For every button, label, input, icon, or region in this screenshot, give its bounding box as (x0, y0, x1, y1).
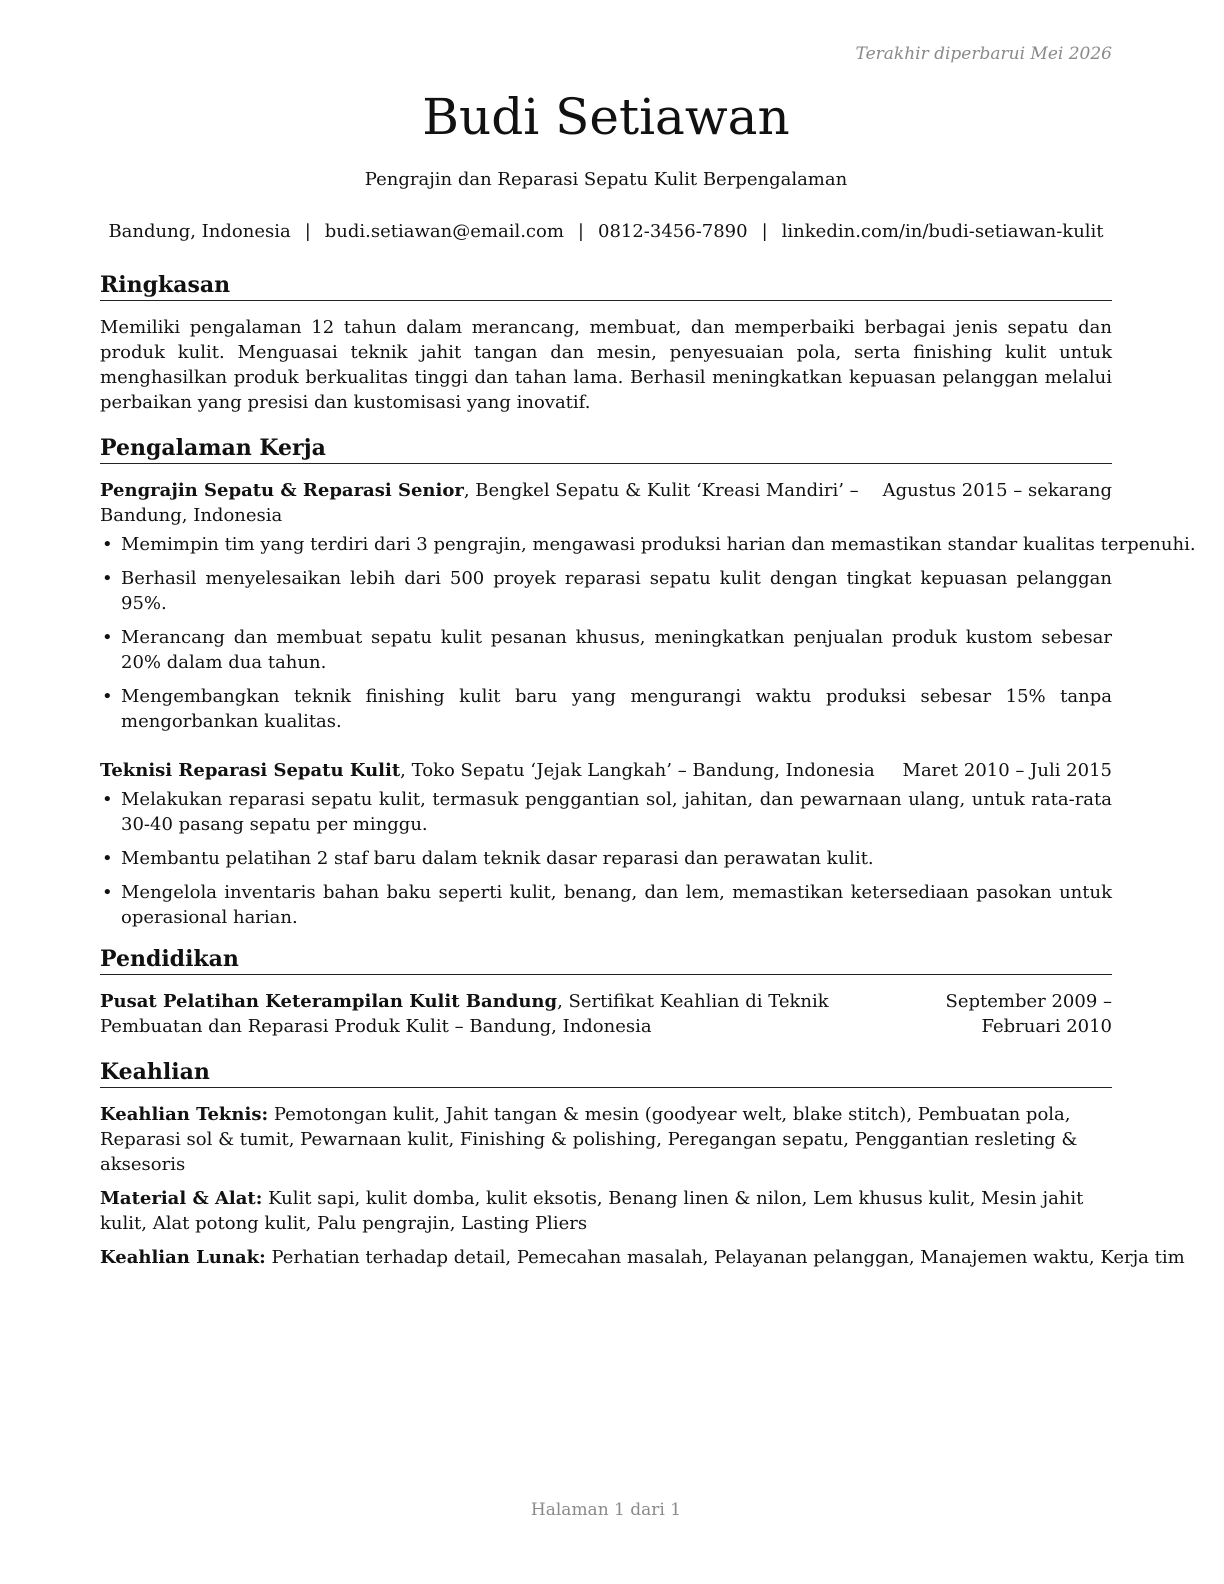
resume-content (100, 270, 1196, 1279)
bullet-text: Membantu pelatihan 2 staf baru dalam teknik dasar reparasi dan perawatan kulit. (121, 848, 874, 869)
bullet-icon: • (102, 627, 113, 648)
list-item (100, 684, 1112, 734)
contact-linkedin[interactable]: linkedin.com/in/budi-setiawan-kulit (781, 221, 1104, 242)
list-item (100, 566, 1112, 616)
job-title-line (100, 478, 883, 528)
job-bullets (100, 787, 1112, 930)
job-bullets (100, 532, 1196, 734)
list-item (100, 880, 1112, 930)
job-org: , Bengkel Sepatu & Kulit ‘Kreasi Mandiri’ – Bandung, Indonesia (100, 480, 859, 526)
job-title-line (100, 758, 903, 783)
job-dates: Maret 2010 – Juli 2015 (902, 760, 1112, 781)
education-dates: September 2009 – Februari 2010 (945, 991, 1112, 1037)
bullet-text: Melakukan reparasi sepatu kulit, termasuk penggantian sol, jahitan, dan pewarnaan ulang, untuk rata-rata 30-40 pasang sepatu per minggu. (121, 789, 1112, 835)
job-dates: Agustus 2015 – sekarang (882, 480, 1112, 501)
education-line (100, 989, 922, 1039)
list-item (100, 532, 1196, 557)
education-detail: , Sertifikat Keahlian di Teknik Pembuatan dan Reparasi Produk Kulit – Bandung, Indonesia (100, 991, 829, 1037)
bullet-icon: • (102, 848, 113, 869)
resume-page (100, 0, 1196, 1584)
contact-line (100, 219, 1112, 245)
skill-text: Kulit sapi, kulit domba, kulit eksotis, Benang linen & nilon, Lem khusus kulit, Mesin jahit kulit, Alat potong kulit, Palu pengrajin, Lasting Pliers (100, 1188, 1084, 1234)
contact-separator: | (304, 221, 311, 242)
bullet-text: Mengelola inventaris bahan baku seperti kulit, benang, dan lem, memastikan ketersediaan pasokan untuk operasional harian. (121, 882, 1112, 928)
skill-group (100, 1245, 1185, 1270)
section-title-skills: Keahlian (100, 1057, 1112, 1088)
bullet-text: Mengembangkan teknik finishing kulit baru yang mengurangi waktu produksi sebesar 15% tanpa mengorbankan kualitas. (121, 686, 1112, 732)
bullet-icon: • (102, 568, 113, 589)
bullet-text: Memimpin tim yang terdiri dari 3 pengrajin, mengawasi produksi harian dan memastikan standar kualitas terpenuhi. (121, 534, 1196, 555)
education-section (100, 944, 1112, 1039)
skill-group (100, 1186, 1112, 1236)
skill-label: Keahlian Teknis: (100, 1104, 269, 1125)
bullet-text: Merancang dan membuat sepatu kulit pesanan khusus, meningkatkan penjualan produk kustom sebesar 20% dalam dua tahun. (121, 627, 1112, 673)
experience-section (100, 433, 1196, 930)
job-role: Teknisi Reparasi Sepatu Kulit (100, 760, 401, 781)
skills-section (100, 1057, 1185, 1270)
skill-text: Perhatian terhadap detail, Pemecahan masalah, Pelayanan pelanggan, Manajemen waktu, Kerja tim (265, 1247, 1185, 1268)
section-title-education: Pendidikan (100, 944, 1112, 975)
candidate-name: Budi Setiawan (422, 88, 790, 146)
job-header (100, 758, 1112, 783)
skill-label: Keahlian Lunak: (100, 1247, 266, 1268)
job-header (100, 478, 1112, 528)
contact-separator: | (577, 221, 584, 242)
summary-section (100, 270, 1112, 415)
skill-label: Material & Alat: (100, 1188, 263, 1209)
job-entry (100, 478, 1196, 734)
list-item (100, 625, 1112, 675)
skill-group (100, 1102, 1112, 1177)
section-title-experience: Pengalaman Kerja (100, 433, 1112, 464)
job-entry (100, 748, 1112, 930)
summary-text: Memiliki pengalaman 12 tahun dalam merancang, membuat, dan memperbaiki berbagai jenis sepatu dan produk kulit. Menguasai teknik jahit tangan dan mesin, penyesuaian pola, serta finishing kulit untuk menghasilkan produk berkualitas tinggi dan tahan lama. Berhasil meningkatkan kepuasan pelanggan melalui perbaikan yang presisi dan kustomisasi yang inovatif. (100, 317, 1112, 413)
last-updated: Terakhir diperbarui Mei 2026 (855, 44, 1112, 64)
bullet-icon: • (102, 882, 113, 903)
page-number: Halaman 1 dari 1 (530, 1500, 682, 1520)
skill-text: Pemotongan kulit, Jahit tangan & mesin (goodyear welt, blake stitch), Pembuatan pola, Reparasi sol & tumit, Pewarnaan kulit, Finishing & polishing, Peregangan sepatu, Penggantian resleting & aksesoris (100, 1104, 1078, 1175)
contact-email[interactable]: budi.setiawan@email.com (324, 221, 564, 242)
section-title-summary: Ringkasan (100, 270, 1112, 301)
tagline: Pengrajin dan Reparasi Sepatu Kulit Berpengalaman (364, 169, 848, 190)
list-item (100, 787, 1112, 837)
job-org: , Toko Sepatu ‘Jejak Langkah’ – Bandung, Indonesia (400, 760, 875, 781)
education-entry (100, 989, 1112, 1039)
contact-location: Bandung, Indonesia (108, 221, 291, 242)
job-role: Pengrajin Sepatu & Reparasi Senior (100, 480, 464, 501)
bullet-text: Berhasil menyelesaikan lebih dari 500 proyek reparasi sepatu kulit dengan tingkat kepuasan pelanggan 95%. (121, 568, 1112, 614)
bullet-icon: • (102, 686, 113, 707)
contact-separator: | (761, 221, 768, 242)
bullet-icon: • (102, 534, 113, 555)
bullet-icon: • (102, 789, 113, 810)
contact-phone: 0812-3456-7890 (598, 221, 748, 242)
list-item (100, 846, 1112, 871)
education-school: Pusat Pelatihan Keterampilan Kulit Bandung (100, 991, 558, 1012)
